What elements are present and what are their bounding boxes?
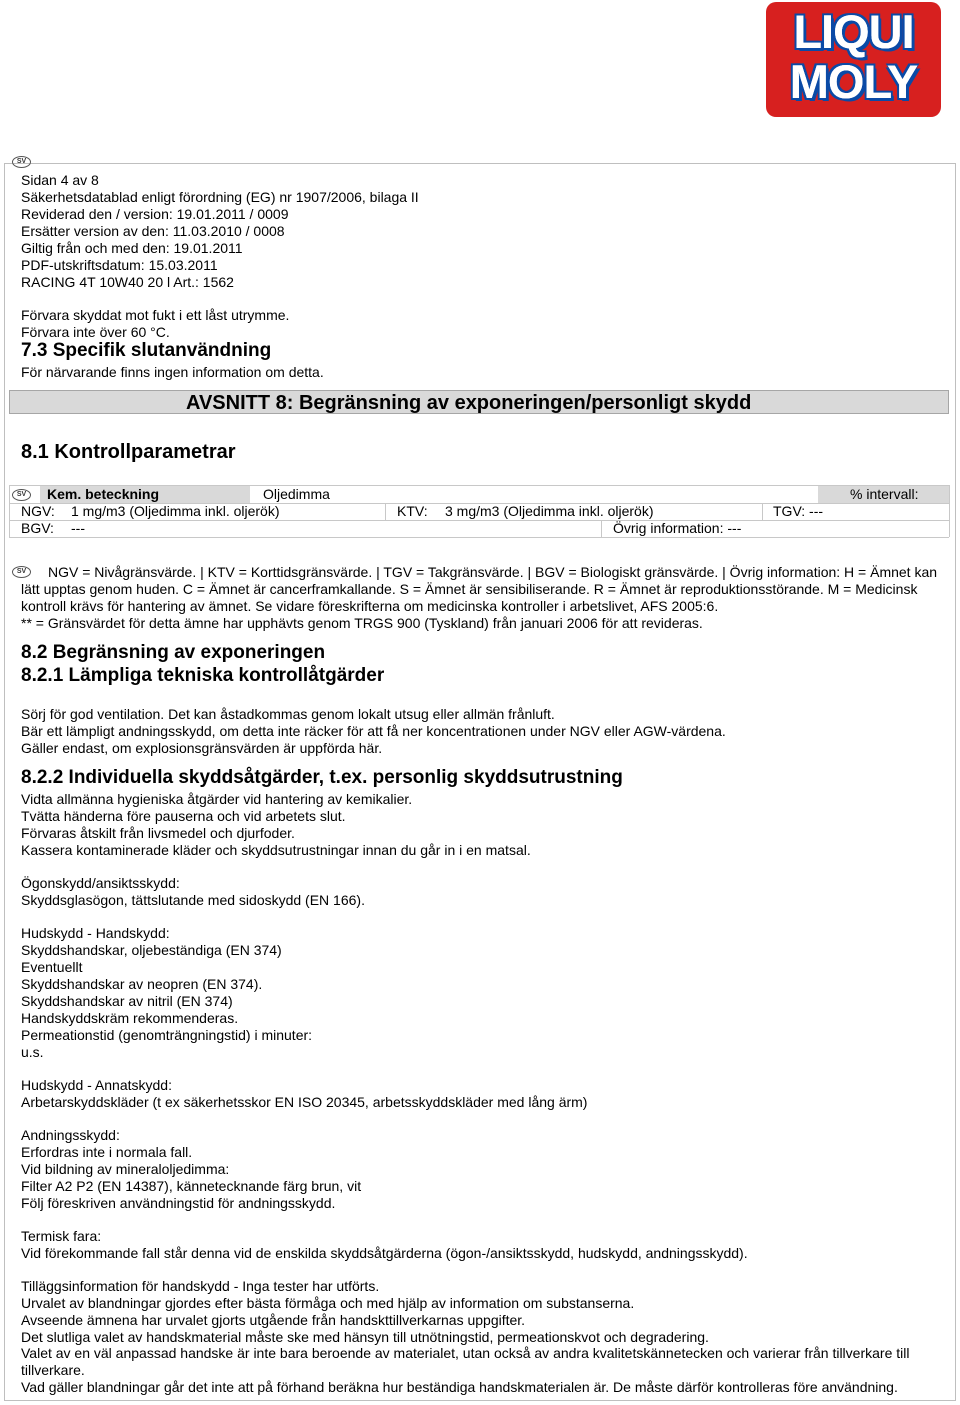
pct-label: % intervall: (850, 486, 919, 502)
ovrig-info: Övrig information: --- (613, 520, 742, 536)
kem-label: Kem. beteckning (47, 486, 160, 502)
hand-line-6: Permeationstid (genomträngningstid) i minuter: (21, 1027, 313, 1043)
hand-line-3: Skyddshandskar av neopren (EN 374). (21, 976, 263, 992)
skin-protection-text: Arbetarskyddskläder (t ex säkerhetsskor EN ISO 20345, arbetsskyddskläder med lång ärm) (21, 1094, 588, 1110)
additional-line-4: Det slutliga valet av handskmaterial måste ske med hänsyn till utnötningstid, permeationskvot och degradering. (21, 1329, 709, 1345)
eye-protection-text: Skyddsglasögon, tättslutande med sidoskydd (EN 166). (21, 892, 365, 908)
hand-line-5: Handskyddskräm rekommenderas. (21, 1010, 239, 1026)
regulation-line: Säkerhetsdatablad enligt förordning (EG) nr 1907/2006, bilaga II (21, 189, 419, 205)
legend-note: ** = Gränsvärdet för detta ämne har upphävts genom TRGS 900 (Tyskland) från januari 2006 för att revideras. (21, 615, 703, 631)
language-badge-icon: SV (12, 156, 31, 168)
tgv-cell: TGV: --- (773, 503, 824, 519)
hand-line-2: Eventuellt (21, 959, 83, 975)
table-bottom-line (9, 537, 949, 538)
liqui-moly-logo (766, 2, 941, 117)
hygiene-line-2: Tvätta händerna före pauserna och vid arbetets slut. (21, 808, 346, 824)
replaces-line: Ersätter version av den: 11.03.2010 / 0008 (21, 223, 285, 239)
explosion-line: Gäller endast, om explosionsgränsvärden är uppförda här. (21, 740, 383, 756)
respiratory-line-1: Erfordras inte i normala fall. (21, 1144, 193, 1160)
pdf-date-line: PDF-utskriftsdatum: 15.03.2011 (21, 257, 218, 273)
bgv-label: BGV: (21, 520, 54, 536)
section-8-2-title: 8.2 Begränsning av exponeringen (21, 642, 326, 663)
ngv-value: 1 mg/m3 (Oljedimma inkl. oljerök) (71, 503, 280, 519)
table-left-border (9, 485, 10, 537)
hand-line-1: Skyddshandskar, oljebeständiga (EN 374) (21, 942, 282, 958)
hygiene-line-1: Vidta allmänna hygieniska åtgärder vid hantering av kemikalier. (21, 791, 413, 807)
additional-line-1: Tilläggsinformation för handskydd - Inga tester har utförts. (21, 1278, 380, 1294)
product-line: RACING 4T 10W40 20 l Art.: 1562 (21, 274, 234, 290)
hand-line-4: Skyddshandskar av nitril (EN 374) (21, 993, 233, 1009)
respirator-line: Bär ett lämpligt andningsskydd, om detta inte räcker för att få ner koncentrationen under NGV eller AGW-värdena. (21, 723, 726, 739)
section-7-3-title: 7.3 Specifik slutanvändning (21, 340, 272, 361)
logo-line-2: MOLY (789, 55, 918, 108)
additional-line-3: Avseende ämnena har urvalet gjorts utgående från handskttillverkarnas uppgifter. (21, 1312, 526, 1328)
thermal-heading: Termisk fara: (21, 1228, 102, 1244)
table-line-3 (9, 520, 949, 521)
hand-protection-heading: Hudskydd - Handskydd: (21, 925, 170, 941)
valid-from-line: Giltig från och med den: 19.01.2011 (21, 240, 243, 256)
section-7-3-text: För närvarande finns ingen information om detta. (21, 364, 324, 380)
additional-line-2: Urvalet av blandningar gjordes efter bästa förmåga och med hjälp av information om substanserna. (21, 1295, 635, 1311)
skin-protection-heading: Hudskydd - Annatskydd: (21, 1077, 172, 1093)
substance-name: Oljedimma (263, 486, 330, 502)
section-8-2-2-title: 8.2.2 Individuella skyddsåtgärder, t.ex. personlig skyddsutrustning (21, 767, 623, 788)
section-8-2-1-title: 8.2.1 Lämpliga tekniska kontrollåtgärder (21, 665, 385, 686)
ventilation-line: Sörj för god ventilation. Det kan åstadkommas genom lokalt utsug eller allmän frånluft. (21, 706, 555, 722)
page-number: Sidan 4 av 8 (21, 172, 99, 188)
respiratory-line-4: Följ föreskriven användningstid för andningsskydd. (21, 1195, 336, 1211)
table-divider-3 (601, 520, 602, 537)
hygiene-line-3: Förvaras åtskilt från livsmedel och djurfoder. (21, 825, 295, 841)
storage-line-1: Förvara skyddat mot fukt i ett låst utrymme. (21, 307, 290, 323)
legend-text: NGV = Nivågränsvärde. | KTV = Korttidsgränsvärde. | TGV = Takgränsvärde. | BGV = Biologiskt gränsvärde. | Övrig information: H = Ämnet kan lätt upptas genom huden. C = Ämnet är cancerframkallande. S = Ämnet är sensibiliserande. R = Ämnet är reproduktionsstörande. M = Medicinsk kontroll krävs för hantering av ämnet. Se vidare föreskrifterna om medicinska kontroller i arbetslivet, AFS 2005:6. (21, 564, 938, 614)
table-divider-1 (385, 503, 386, 520)
hand-line-7: u.s. (21, 1044, 44, 1060)
eye-protection-heading: Ögonskydd/ansiktsskydd: (21, 875, 180, 891)
respiratory-line-2: Vid bildning av mineraloljedimma: (21, 1161, 230, 1177)
thermal-text: Vid förekommande fall står denna vid de enskilda skyddsåtgärderna (ögon-/ansiktsskydd, hudskydd, andningsskydd). (21, 1245, 748, 1261)
additional-last: Vad gäller blandningar går det inte att på förhand beräkna hur beständiga handskmaterialen är. De måste därför kontrolleras före användning. (21, 1379, 898, 1395)
storage-line-2: Förvara inte över 60 °C. (21, 324, 170, 340)
logo-line-1: LIQUI (793, 5, 914, 58)
section-8-1-title: 8.1 Kontrollparametrar (21, 441, 236, 463)
table-language-icon: SV (12, 489, 31, 501)
additional-long: Valet av en väl anpassad handske är inte bara beroende av materialet, utan också av andra kvalitetskännetecken och varierar från tillverkare till tillverkare. (21, 1345, 910, 1378)
table-divider-2 (762, 503, 763, 520)
respiratory-line-3: Filter A2 P2 (EN 14387), kännetecknande färg brun, vit (21, 1178, 362, 1194)
respiratory-heading: Andningsskydd: (21, 1127, 120, 1143)
ktv-label: KTV: (397, 503, 428, 519)
ktv-value: 3 mg/m3 (Oljedimma inkl. oljerök) (445, 503, 654, 519)
ngv-label: NGV: (21, 503, 55, 519)
section-8-banner (9, 390, 949, 414)
table-right-border (949, 485, 950, 537)
revision-line: Reviderad den / version: 19.01.2011 / 0009 (21, 206, 289, 222)
bgv-value: --- (71, 520, 85, 536)
hygiene-line-4: Kassera kontaminerade kläder och skyddsutrustningar innan du går in i en matsal. (21, 842, 531, 858)
section-8-title: AVSNITT 8: Begränsning av exponeringen/personligt skydd (186, 392, 752, 414)
legend-language-icon: SV (12, 566, 31, 578)
